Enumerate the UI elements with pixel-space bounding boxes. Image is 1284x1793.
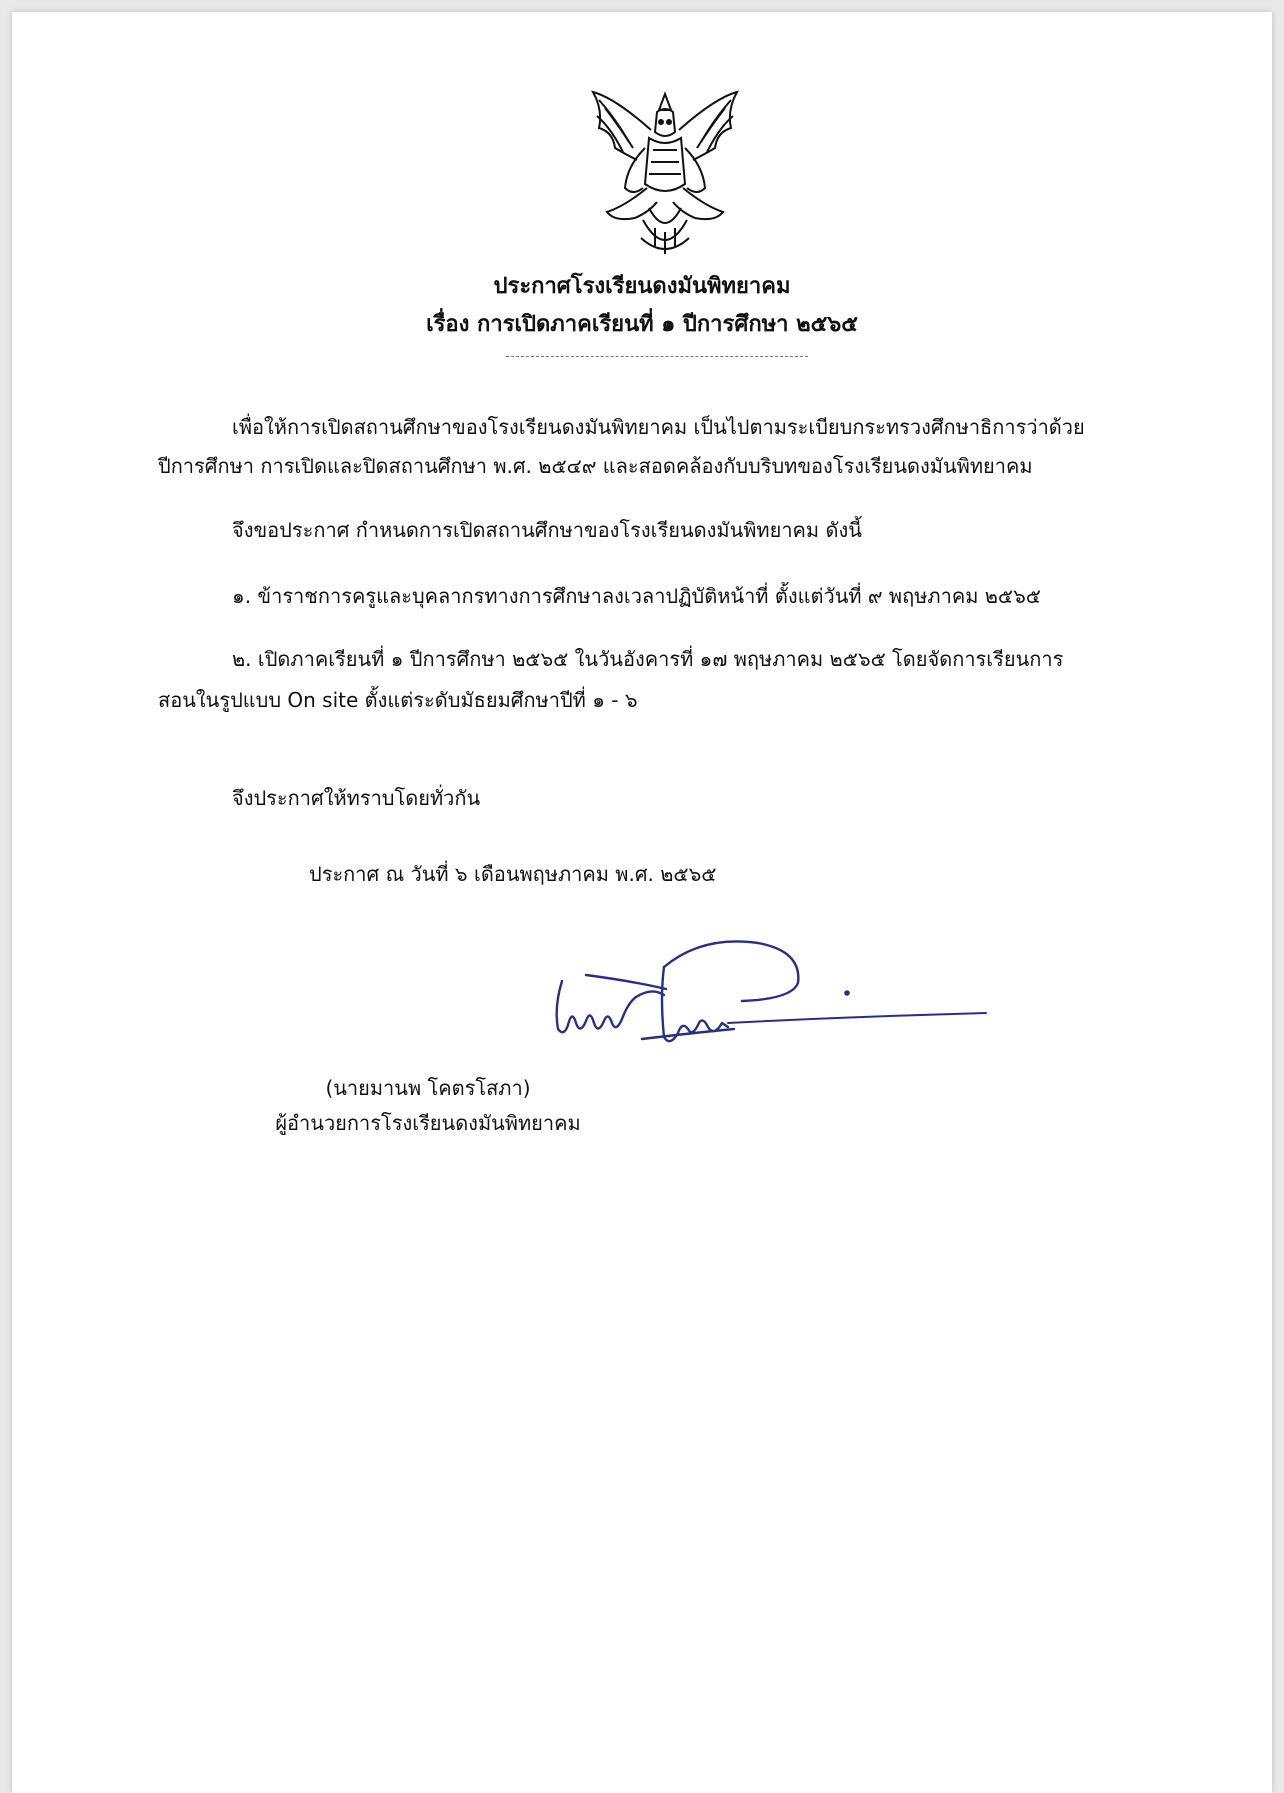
- garuda-emblem-icon: [585, 88, 745, 260]
- announcement-date: ประกาศ ณ วันที่ ๖ เดือนพฤษภาคม พ.ศ. ๒๕๖๕: [309, 862, 717, 886]
- item-1: ๑. ข้าราชการครูและบุคลากรทางการศึกษาลงเวลาปฏิบัติหน้าที่ ตั้งแต่วันที่ ๙ พฤษภาคม ๒๕๖๕: [232, 584, 1041, 608]
- paragraph-2: จึงขอประกาศ กำหนดการเปิดสถานศึกษาของโรงเรียนดงมันพิทยาคม ดังนี้: [232, 518, 862, 542]
- title-divider: [506, 356, 808, 357]
- closing-statement: จึงประกาศให้ทราบโดยทั่วกัน: [232, 786, 481, 810]
- document-page: [12, 12, 1272, 1793]
- announcement-title: ประกาศโรงเรียนดงมันพิทยาคม: [493, 274, 791, 299]
- announcement-subject: เรื่อง การเปิดภาคเรียนที่ ๑ ปีการศึกษา ๒๕๖๕: [426, 312, 858, 337]
- paragraph-1-line-2: ปีการศึกษา การเปิดและปิดสถานศึกษา พ.ศ. ๒๕๔๙ และสอดคล้องกับบริบทของโรงเรียนดงมันพิทยาคม: [158, 454, 1033, 478]
- signer-name: (นายมานพ โคตรโสภา): [325, 1076, 531, 1100]
- item-2-line-2: สอนในรูปแบบ On site ตั้งแต่ระดับมัธยมศึกษาปีที่ ๑ - ๖: [158, 688, 638, 712]
- signer-title: ผู้อำนวยการโรงเรียนดงมันพิทยาคม: [275, 1111, 581, 1135]
- item-2-line-1: ๒. เปิดภาคเรียนที่ ๑ ปีการศึกษา ๒๕๖๕ ในวันอังคารที่ ๑๗ พฤษภาคม ๒๕๖๕ โดยจัดการเรียนการ: [232, 647, 1064, 671]
- signature-image: [542, 937, 997, 1062]
- paragraph-1-line-1: เพื่อให้การเปิดสถานศึกษาของโรงเรียนดงมันพิทยาคม เป็นไปตามระเบียบกระทรวงศึกษาธิการว่าด้วย: [232, 415, 1085, 439]
